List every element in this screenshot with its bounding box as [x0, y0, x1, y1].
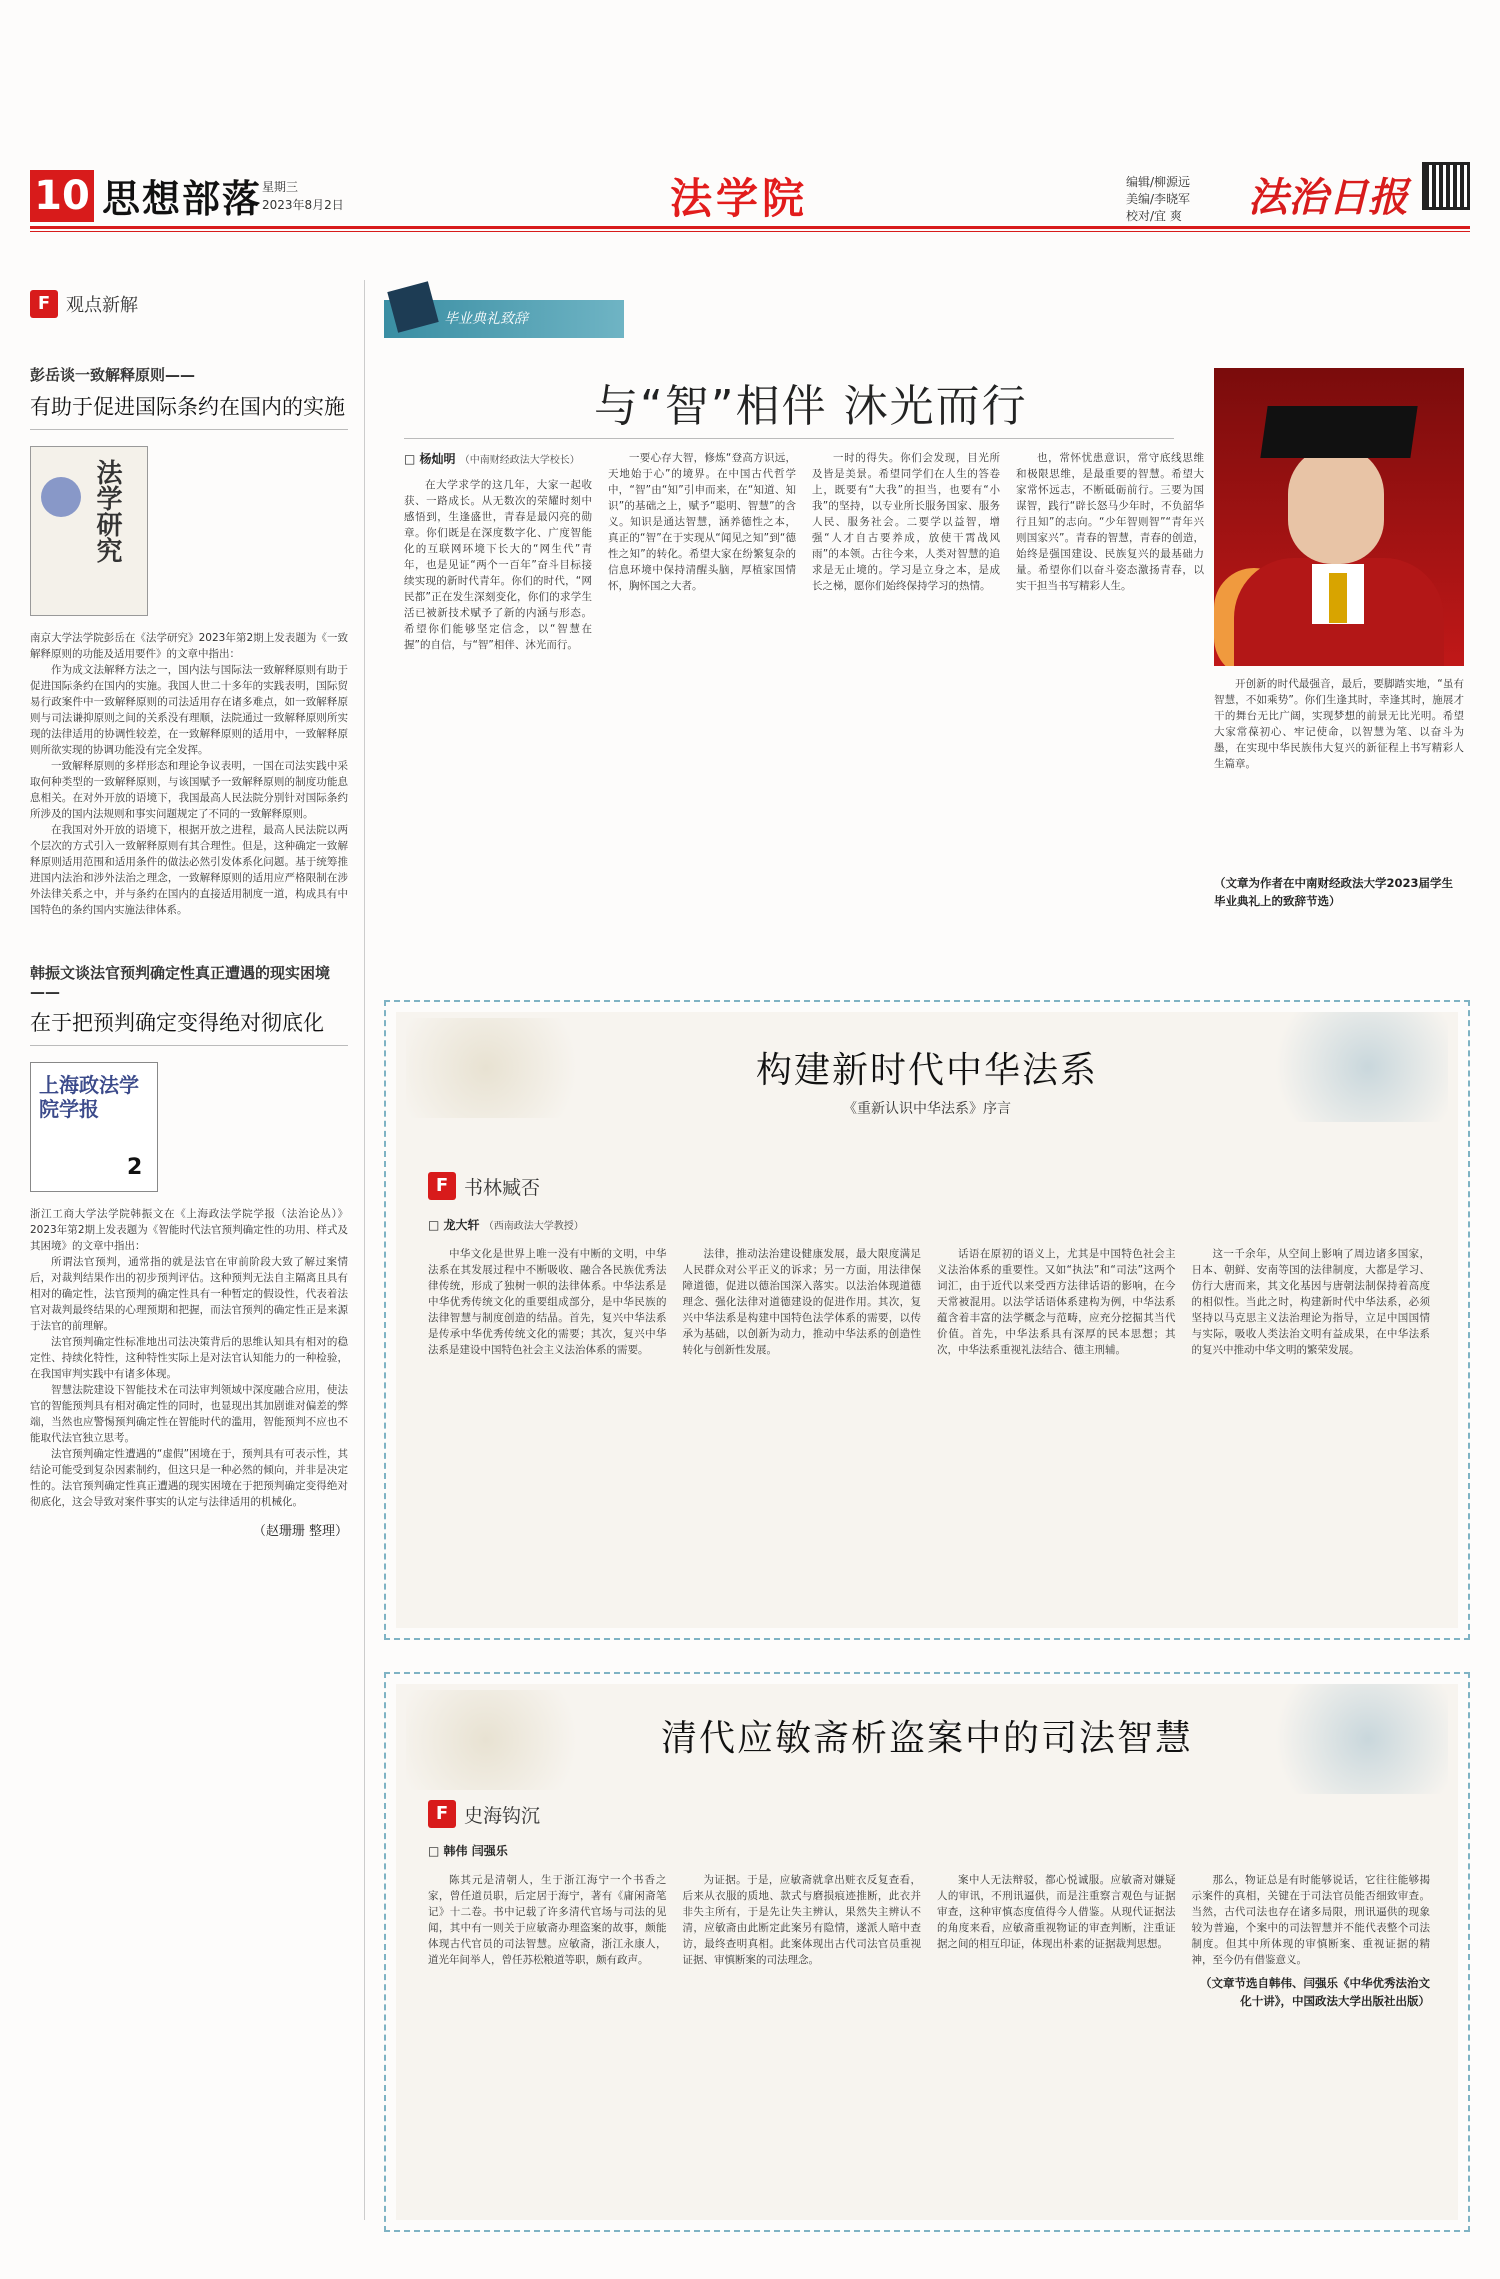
- column-text: 这一千余年，从空间上影响了周边诸多国家，日本、朝鲜、安南等国的法律制度，大都是学习、仿行大唐而来，其文化基因与唐朝法制保持着高度的相似性。当此之时，构建新时代中华法系，必须坚持以马克思主义法治理论为指导，立足中国国情与实际，吸收人类法治文明有益成果，在中华法系的复兴中推动中华文明的繁荣发展。: [1191, 1248, 1430, 1356]
- article-subtitle: 《重新认识中华法系》序言: [843, 1101, 1011, 1117]
- graduation-banner: [384, 300, 624, 338]
- article-columns: [404, 450, 1204, 930]
- editor-credits: [1126, 174, 1190, 225]
- f-logo-icon: F: [30, 290, 58, 318]
- title-rule: [404, 438, 1174, 439]
- section-name: 思想部落: [102, 177, 263, 221]
- article-zhonghua-faxi: [384, 1000, 1470, 1640]
- tie-shape: [1329, 573, 1347, 623]
- article-graduation-speech: [384, 300, 1470, 940]
- weekday: 星期三: [262, 180, 299, 194]
- column-text: 开创新的时代最强音，最后，要脚踏实地，“虽有智慧，不如乘势”。你们生逢其时，幸逢其时，施展才干的舞台无比广阔，实现梦想的前景无比光明。希望大家常葆初心、牢记使命，以智慧为笔、以奋斗为墨，在实现中华民族伟大复兴的新征程上书写精彩人生篇章。: [1214, 678, 1464, 770]
- paragraph: 浙江工商大学法学院韩振文在《上海政法学院学报（法治论丛）》2023年第2期上发表题为《智能时代法官预判确定性的功用、样式及其困境》的文章中指出：: [30, 1208, 348, 1252]
- journal-cover-faxue-yanjiu: [30, 446, 148, 616]
- byline-affiliation: （西南政法大学教授）: [483, 1221, 584, 1232]
- item1-kicker: 彭岳谈一致解释原则——: [30, 366, 196, 384]
- item1-body: [30, 630, 348, 918]
- date-block: [262, 178, 344, 214]
- face-shape: [1288, 446, 1384, 564]
- paragraph: 智慧法院建设下智能技术在司法审判领域中深度融合应用，使法官的智能预判具有相对确定性的同时，也显现出其加剧谁对偏差的弊端，当然也应警惕预判确定性在智能时代的滥用，智能预判不应也不能取代法官独立思考。: [30, 1384, 348, 1444]
- compiler-credit: （赵珊珊 整理）: [252, 1524, 348, 1539]
- item2-headline: 在于把预判确定变得绝对彻底化: [30, 1007, 348, 1046]
- item1-headline: 有助于促进国际条约在国内的实施: [30, 391, 348, 430]
- article-qing-dynasty-case: [384, 1672, 1470, 2232]
- byline-name: 杨灿明: [419, 452, 456, 466]
- column-text: 案中人无法辩驳，都心悦诚服。应敏斋对嫌疑人的审讯，不刑讯逼供，而是注重察言观色与证据审查，这种审慎态度值得今人借鉴。从现代证据法的角度来看，应敏斋重视物证的审查判断，注重证据之间的相互印证，体现出朴素的证据裁判思想。: [937, 1874, 1176, 1950]
- byline-affiliation: （中南财经政法大学校长）: [459, 455, 580, 466]
- mortarboard-hat: [1260, 406, 1417, 458]
- paragraph: 作为成文法解释方法之一，国内法与国际法一致解释原则有助于促进国际条约在国内的实施。我国人世二十多年的实践表明，国际贸易行政案件中一致解释原则的司法适用存在诸多难点，如一致解释原则与司法谦抑原则之间的关系没有理顺，法院通过一致解释原则所实现的法律适用的协调性较差，在一致解释原则的适用中，一致解释原则所欲实现的协调功能没有完全发挥。: [30, 664, 348, 756]
- proofreader-line: 校对/宜 爽: [1126, 209, 1182, 223]
- masthead-rule-thin: [30, 231, 1470, 232]
- qr-code-icon: [1422, 162, 1470, 210]
- byline-name: 韩伟 闫强乐: [443, 1844, 508, 1858]
- article-title: 构建新时代中华法系: [755, 1050, 1098, 1091]
- paragraph: 一致解释原则的多样形态和理论争议表明，一国在司法实践中采取何种类型的一致解释原则，与该国赋予一致解释原则的制度功能息息相关。在对外开放的语境下，我国最高人民法院分别针对国际条约所涉及的国内法规则和事实问题规定了不同的一致解释原则。: [30, 760, 348, 820]
- column-tag-label: 观点新解: [66, 295, 138, 316]
- item2-kicker: 韩振文谈法官预判确定性真正遭遇的现实困境——: [30, 964, 331, 1001]
- page-number: 10: [30, 170, 94, 222]
- editor-line: 编辑/柳源远: [1126, 175, 1191, 189]
- column-text: 中华文化是世界上唯一没有中断的文明，中华法系在其发展过程中不断吸收、融合各民族优秀法律传统，形成了独树一帜的法律体系。中华法系是中华优秀传统文化的重要组成部分，是中华民族的法律智慧与制度创造的结晶。首先，复兴中华法系是传承中华优秀传统文化的需要；其次，复兴中华法系是建设中国特色社会主义法治体系的需要。: [428, 1248, 667, 1356]
- mortarboard-icon: [387, 281, 438, 332]
- text-column: [812, 450, 1000, 930]
- item2-body: [30, 1206, 348, 1510]
- byline: □ 龙大轩 （西南政法大学教授）: [428, 1218, 584, 1232]
- article-columns: [428, 1872, 1430, 2212]
- text-column: [1016, 450, 1204, 930]
- column-tag: [428, 1172, 540, 1200]
- column-text: 为证据。于是，应敏斋就拿出赃衣反复查看，后来从衣服的质地、款式与磨损痕迹推断，此衣并非失主所有，于是先让失主辨认，果然失主辨认不清，应敏斋由此断定此案另有隐情，遂派人暗中查访，最终查明真相。此案体现出古代司法官员重视证据、审慎断案的司法理念。: [682, 1874, 921, 1966]
- journal-cover-shanghai: [30, 1062, 158, 1192]
- page-title: 法学院: [670, 174, 809, 223]
- journal-cover-title: 上海政法学院学报: [39, 1073, 139, 1121]
- column-text: 话语在原初的语义上，尤其是中国特色社会主义法治体系的重要性。又如“执法”和“司法”这两个词汇，由于近代以来受西方法律话语的影响，在今天常被混用。以法学话语体系建构为例，中华法系蕴含着丰富的法学概念与范畴，应充分挖掘其当代价值。首先，中华法系具有深厚的民本思想；其次，中华法系重视礼法结合、德主刑辅。: [937, 1248, 1176, 1356]
- column-text: 在大学求学的这几年，大家一起收获、一路成长。从无数次的荣耀时刻中感悟到，生逢盛世，青春是最闪亮的勋章。你们既是在深度数字化、广度智能化的互联网环境下长大的“网生代”青年，也是见证“两个一百年”奋斗目标接续实现的新时代青年。你们的时代，“网民都”正在发生深刻变化，你们的求学生活已被新技术赋予了新的内涵与形态。希望你们能够坚定信念，以“智慧在握”的自信，与“智”相伴、沐光而行。: [404, 479, 592, 651]
- column-text: 陈其元是清朝人，生于浙江海宁一个书香之家，曾任道员职，后定居于海宁，著有《庸闲斋笔记》十二卷。书中记载了许多清代官场与司法的见闻，其中有一则关于应敏斋办理盗案的故事，颇能体现古代官员的司法智慧。应敏斋，浙江永康人，道光年间举人，曾任苏松粮道等职，颇有政声。: [428, 1874, 667, 1966]
- source-note: （文章节选自韩伟、闫强乐《中华优秀法治文化十讲》，中国政法大学出版社出版）: [1200, 1976, 1430, 2008]
- paragraph: 法官预判确定性遭遇的“虚假”困境在于，预判具有可表示性，其结论可能受到复杂因素制约，但这只是一种必然的倾向，并非是决定性的。法官预判确定性真正遭遇的现实困境在于把预判确定变得绝对彻底化，这会导致对案件事实的认定与法律适用的机械化。: [30, 1448, 348, 1508]
- paragraph: 在我国对外开放的语境下，根据开放之进程，最高人民法院以两个层次的方式引入一致解释原则有其合理性。但是，这种确定一致解释原则适用范围和适用条件的做法必然引发体系化问题。基于统筹推进国内法治和涉外法治之理念，一致解释原则的适用应严格限制在涉外法律关系之中，并与条约在国内的直接适用制度一道，构成具有中国特色的条约国内实施法律体系。: [30, 824, 348, 916]
- f-logo-icon: F: [428, 1800, 456, 1828]
- column-text: 也，常怀忧患意识，常守底线思维和极限思维，是最重要的智慧。希望大家常怀远志，不断砥砺前行。三要为国谋智，践行“辟长怒马少年时，不负韶华行且知”的志向。“少年智则智”“青年兴则国家兴”。青春的智慧，青春的创造，始终是强国建设、民族复兴的最基础力量。希望你们以奋斗姿态激扬青春，以实干担当书写精彩人生。: [1016, 452, 1204, 592]
- article-header: [386, 1674, 1468, 1784]
- f-logo-icon: F: [428, 1172, 456, 1200]
- byline: □ 杨灿明 （中南财经政法大学校长）: [404, 452, 580, 466]
- article-columns: [428, 1246, 1430, 1616]
- designer-line: 美编/李晓军: [1126, 192, 1191, 206]
- byline-name: 龙大轩: [443, 1218, 480, 1232]
- paragraph: 所谓法官预判，通常指的就是法官在审前阶段大致了解过案情后，对裁判结果作出的初步预判评估。这种预判无法自主隔离且具有相对的确定性，法官预判的确定性具有一种暂定的假设性，代表着法官对裁判最终结果的心理预期和把握，而法官预判的确定性正是来源于法官的前理解。: [30, 1256, 348, 1332]
- banner-label: 毕业典礼致辞: [444, 311, 528, 327]
- masthead-rule: [30, 226, 1470, 229]
- text-column: [608, 450, 796, 930]
- column-tag-label: 书林臧否: [464, 1176, 541, 1199]
- newspaper-logo: 法治日报: [1248, 174, 1408, 221]
- masthead: [30, 160, 1470, 248]
- journal-issue-number: 2: [127, 1155, 143, 1180]
- article-title: 与“智”相伴 沐光而行: [594, 381, 1028, 432]
- issue-date: 2023年8月2日: [262, 198, 344, 212]
- journal-emblem-icon: [41, 477, 81, 517]
- paragraph: 法官预判确定性标准地出司法决策背后的思维认知具有相对的稳定性、持续化特性，这种特性实际上是对法官认知能力的一种检验，在我国审判实践中有诸多体现。: [30, 1336, 348, 1380]
- column-text: 法律，推动法治建设健康发展，最大限度满足人民群众对公平正义的诉求；另一方面，用法律保障道德，促进以德治国深入落实。以法治体现道德理念、强化法律对道德建设的促进作用。其次，复兴中华法系是构建中国特色法学体系的需要，以传承为基础，以创新为动力，推动中华法系的创造性转化与创新性发展。: [682, 1248, 921, 1356]
- byline: □ 韩伟 闫强乐: [428, 1844, 508, 1858]
- article-header: [386, 1002, 1468, 1152]
- column-tag: [428, 1800, 540, 1828]
- column-tag-label: 史海钩沉: [464, 1804, 541, 1827]
- column-text: 一要心存大智，修炼“登高方识远，天地始于心”的境界。在中国古代哲学中，“智”由“知”引申而来，在“知道、知识”的基础之上，赋予“聪明、智慧”的含义。知识是通达智慧，涵养德性之本，真正的“智”在于实现从“闻见之知”到“德性之知”的转化。希望大家在纷繁复杂的信息环境中保持清醒头脑，厚植家国情怀，胸怀国之大者。: [608, 452, 796, 592]
- left-column: [30, 290, 348, 2210]
- speaker-photo: [1214, 368, 1464, 666]
- column-divider: [364, 280, 365, 2220]
- journal-cover-title: 法学研究: [92, 459, 122, 563]
- text-column: [404, 450, 592, 930]
- column-text: 那么，物证总是有时能够说话，它往往能够揭示案件的真相，关键在于司法官员能否细致审查。当然，古代司法也存在诸多局限，刑讯逼供的现象较为普遍，个案中的司法智慧并不能代表整个司法制度。但其中所体现的审慎断案、重视证据的精神，至今仍有借鉴意义。: [1191, 1874, 1430, 1966]
- column-tag: [30, 290, 348, 318]
- article-title: 清代应敏斋析盗案中的司法智慧: [660, 1718, 1193, 1759]
- paragraph: 南京大学法学院彭岳在《法学研究》2023年第2期上发表题为《一致解释原则的功能及适用要件》的文章中指出：: [30, 632, 348, 660]
- text-column: [1192, 1872, 1431, 2212]
- column-text: 一时的得失。你们会发现，目光所及皆是美景。希望同学们在人生的答卷上，既要有“大我”的担当，也要有“小我”的坚持，以专业所长服务国家、服务人民、服务社会。二要学以益智，增强“人才自古要养成，放使干霄战风雨”的本领。古往今来，人类对智慧的追求是无止境的。学习是立身之本，是成长之梯，愿你们始终保持学习的热情。: [812, 452, 1000, 592]
- source-note: （文章为作者在中南财经政法大学2023届学生毕业典礼上的致辞节选）: [1214, 876, 1454, 908]
